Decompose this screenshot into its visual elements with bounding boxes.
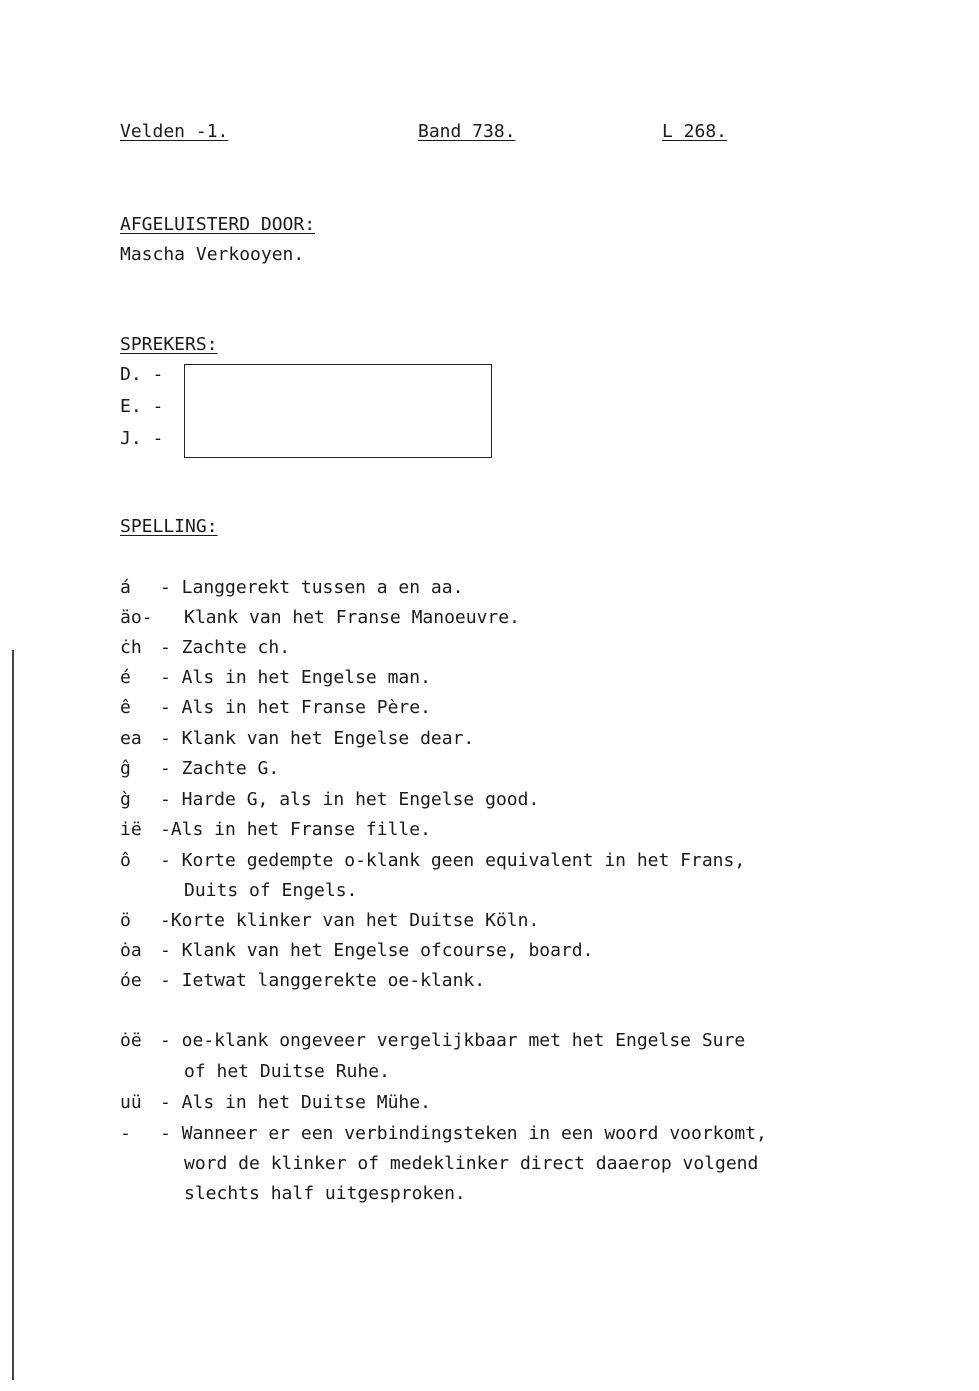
spelling-desc: - Ietwat langgerekte oe-klank. [160,970,486,991]
spelling-key: ië [120,819,142,840]
spelling-key: á [120,577,131,598]
speaker-item: E. - [120,396,164,417]
spelling-key: ea [120,728,142,749]
listened-by-label: AFGELUISTERD DOOR: [120,214,316,235]
margin-rule [12,650,14,1380]
speakers-label: SPREKERS: [120,334,218,355]
spelling-desc: -Korte klinker van het Duitse Köln. [160,910,540,931]
header-field-band: Band 738. [418,121,516,142]
spelling-desc: - oe-klank ongeveer vergelijkbaar met het Engelse Sure [160,1030,746,1051]
spelling-desc: - Als in het Franse Père. [160,697,431,718]
spelling-desc: - Harde G, als in het Engelse good. [160,789,540,810]
spelling-desc-cont: of het Duitse Ruhe. [184,1061,390,1082]
spelling-desc: - Wanneer er een verbindingsteken in een woord voorkomt, [160,1123,767,1144]
spelling-desc: - Zachte G. [160,758,280,779]
spelling-key: ô [120,850,131,871]
spelling-desc: - Als in het Engelse man. [160,667,431,688]
spelling-desc: -Als in het Franse fille. [160,819,431,840]
spelling-key: uü [120,1092,142,1113]
spelling-key: ċh [120,637,142,658]
spelling-key: ĝ [120,758,131,779]
header-field-number: L 268. [662,121,728,142]
spelling-key: ȯë [120,1030,142,1051]
spelling-desc: - Langgerekt tussen a en aa. [160,577,464,598]
spelling-key: é [120,667,131,688]
spelling-desc: Klank van het Franse Manoeuvre. [184,607,520,628]
speaker-item: D. - [120,364,164,385]
spelling-key: ê [120,697,131,718]
spelling-desc: - Zachte ch. [160,637,291,658]
spelling-desc: - Klank van het Engelse ofcourse, board. [160,940,594,961]
spelling-desc-cont: Duits of Engels. [184,880,358,901]
speaker-item: J. - [120,428,164,449]
spelling-key: ȯa [120,940,142,961]
spelling-label: SPELLING: [120,516,218,537]
spelling-desc: - Korte gedempte o-klank geen equivalent in het Frans, [160,850,746,871]
spelling-desc-cont: word de klinker of medeklinker direct daaerop volgend [184,1153,759,1174]
spelling-key: ö [120,910,131,931]
spelling-key: äo- [120,607,153,628]
spelling-desc-cont: slechts half uitgesproken. [184,1183,466,1204]
speakers-box [184,364,492,458]
spelling-desc: - Als in het Duitse Mühe. [160,1092,431,1113]
header-field-left: Velden -1. [120,121,229,142]
spelling-key: g̀ [120,789,131,810]
spelling-desc: - Klank van het Engelse dear. [160,728,475,749]
listened-by-name: Mascha Verkooyen. [120,244,305,265]
spelling-key: - [120,1123,131,1144]
spelling-key: óe [120,970,142,991]
